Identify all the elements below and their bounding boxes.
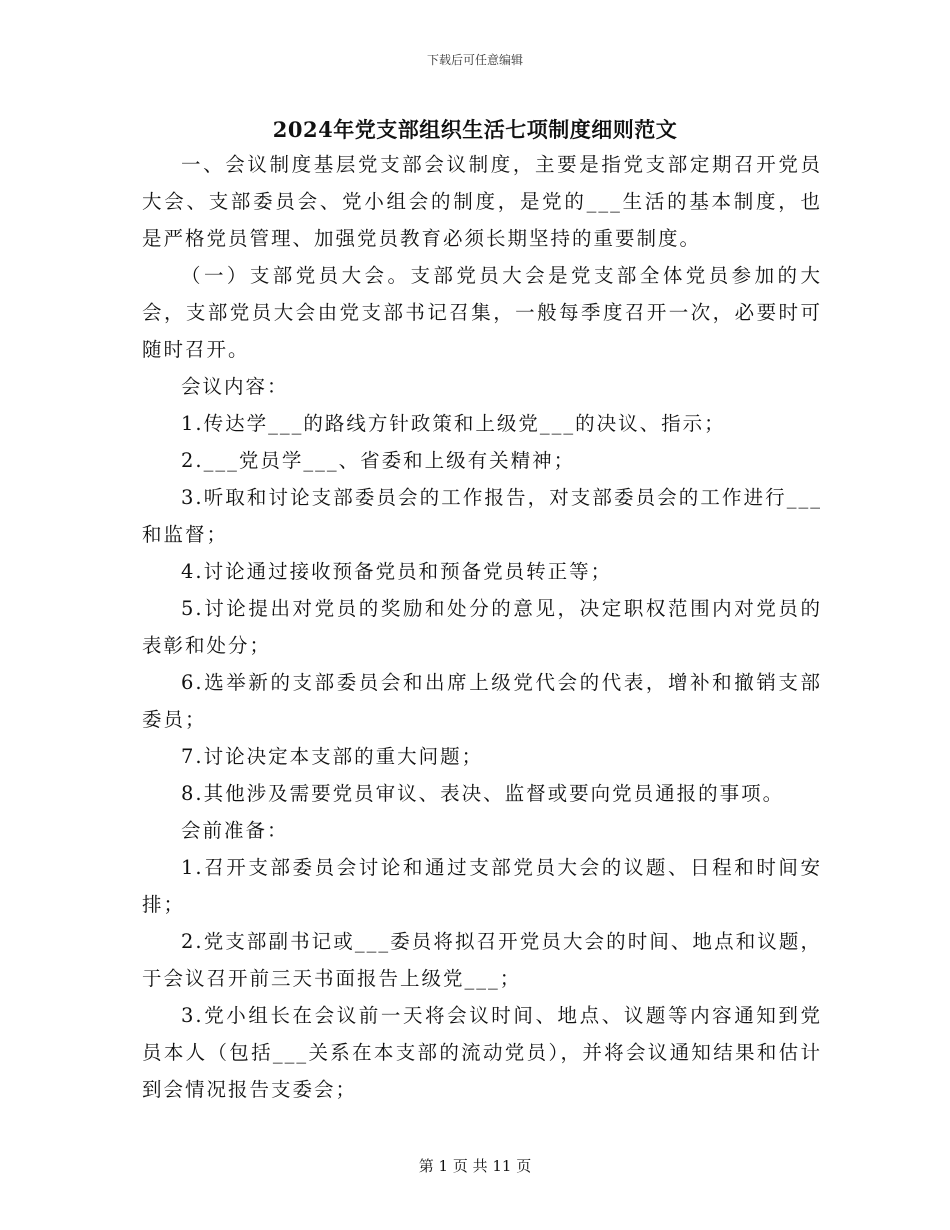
list-item: 2.党支部副书记或___委员将拟召开党员大会的时间、地点和议题，于会议召开前三天书面报告上级党___； [142,930,822,990]
paragraph: 会前准备： [181,819,289,842]
page-number: 第 1 页 共 11 页 [418,1157,532,1175]
paragraph: 一、会议制度基层党支部会议制度，主要是指党支部定期召开党员大会、支部委员会、党小组会的制度，是党的___生活的基本制度，也是严格党员管理、加强党员教育必须长期坚持的重要制度。 [142,153,822,250]
paragraph: （一）支部党员大会。支部党员大会是党支部全体党员参加的大会，支部党员大会由党支部书记召集，一般每季度召开一次，必要时可随时召开。 [142,264,822,361]
list-item: 4.讨论通过接收预备党员和预备党员转正等； [181,560,613,583]
list-item: 5.讨论提出对党员的奖励和处分的意见，决定职权范围内对党员的表彰和处分； [142,597,822,657]
list-item: 8.其他涉及需要党员审议、表决、监督或要向党员通报的事项。 [181,782,785,805]
list-item: 3.听取和讨论支部委员会的工作报告，对支部委员会的工作进行___和监督； [142,486,822,546]
page-header-note: 下载后可任意编辑 [426,53,523,67]
list-item: 1.传达学___的路线方针政策和上级党___的决议、指示； [181,412,726,435]
document-title: 2024年党支部组织生活七项制度细则范文 [272,117,678,142]
list-item: 1.召开支部委员会讨论和通过支部党员大会的议题、日程和时间安排； [142,856,822,916]
paragraph: 会议内容： [181,375,289,398]
document-body [142,146,822,1108]
list-item: 3.党小组长在会议前一天将会议时间、地点、议题等内容通知到党员本人（包括___关系在本支部的流动党员），并将会议通知结果和估计到会情况报告支委会； [142,1004,822,1101]
list-item: 2.___党员学___、省委和上级有关精神； [181,449,576,472]
list-item: 6.选举新的支部委员会和出席上级党代会的代表，增补和撤销支部委员； [142,671,822,731]
list-item: 7.讨论决定本支部的重大问题； [181,745,484,768]
